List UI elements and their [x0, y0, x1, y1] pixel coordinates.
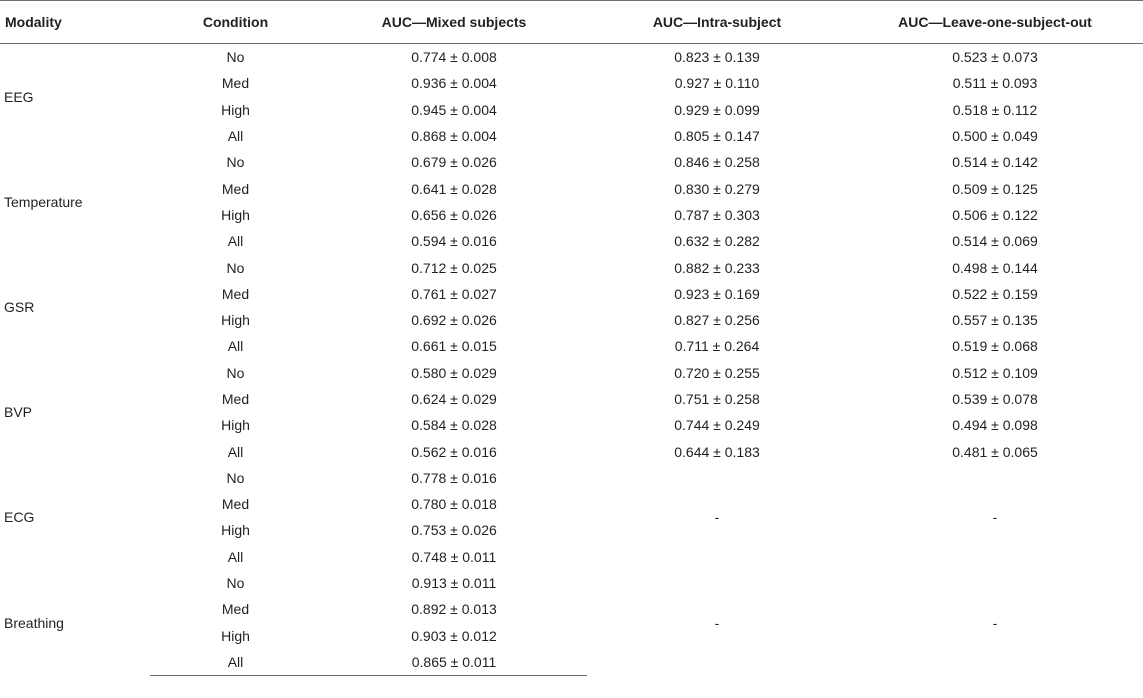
condition-cell: No	[226, 575, 245, 592]
modality-cell: EEG	[4, 88, 34, 105]
auc-intra-cell: 0.827 ± 0.256	[674, 312, 760, 329]
condition-cell: All	[227, 443, 244, 460]
auc-mixed-cell: 0.903 ± 0.012	[411, 627, 497, 644]
condition-cell: Med	[221, 496, 250, 513]
condition-cell: No	[226, 49, 245, 66]
header-auc-intra: AUC—Intra-subject	[587, 1, 847, 44]
auc-mixed-cell: 0.641 ± 0.028	[411, 180, 497, 197]
auc-loso-cell: 0.511 ± 0.093	[952, 75, 1038, 92]
auc-intra-cell: 0.823 ± 0.139	[674, 49, 760, 66]
auc-loso-cell: 0.509 ± 0.125	[952, 180, 1038, 197]
condition-cell: All	[227, 233, 244, 250]
auc-mixed-cell: 0.692 ± 0.026	[411, 312, 497, 329]
table-header	[0, 1, 1143, 44]
auc-mixed-cell: 0.936 ± 0.004	[411, 75, 497, 92]
auc-intra-cell: 0.846 ± 0.258	[674, 154, 760, 171]
auc-mixed-cell: 0.712 ± 0.025	[411, 259, 497, 276]
table-row	[0, 438, 1143, 464]
table-row	[0, 149, 1143, 175]
condition-cell: Med	[221, 601, 250, 618]
table-row	[0, 175, 1143, 201]
auc-loso-cell: 0.498 ± 0.144	[952, 259, 1038, 276]
condition-cell: No	[226, 469, 245, 486]
auc-mixed-cell: 0.656 ± 0.026	[411, 206, 497, 223]
auc-mixed-cell: 0.679 ± 0.026	[411, 154, 497, 171]
auc-mixed-cell: 0.624 ± 0.029	[411, 391, 497, 407]
condition-cell: No	[226, 259, 245, 276]
table-row	[0, 412, 1143, 438]
condition-cell: High	[221, 312, 250, 329]
table-row	[0, 465, 1143, 491]
auc-intra-cell: 0.882 ± 0.233	[674, 259, 760, 276]
table-row	[0, 202, 1143, 228]
table-row	[0, 333, 1143, 359]
header-auc-loso: AUC—Leave-one-subject-out	[847, 1, 1143, 44]
auc-loso-cell: 0.522 ± 0.159	[952, 285, 1038, 302]
table-row	[0, 123, 1143, 149]
table-row	[0, 70, 1143, 96]
table-row	[0, 386, 1143, 412]
auc-intra-cell: 0.711 ± 0.264	[674, 338, 760, 355]
condition-cell: High	[221, 101, 250, 118]
auc-loso-cell: 0.523 ± 0.073	[952, 49, 1038, 66]
auc-intra-cell: 0.744 ± 0.249	[674, 417, 760, 434]
auc-intra-cell: 0.720 ± 0.255	[674, 364, 760, 381]
auc-intra-cell: 0.805 ± 0.147	[674, 128, 760, 145]
auc-mixed-cell: 0.774 ± 0.008	[411, 49, 497, 66]
auc-mixed-cell: 0.748 ± 0.011	[411, 548, 497, 565]
condition-cell: All	[150, 649, 321, 676]
auc-intra-cell: 0.644 ± 0.183	[674, 443, 760, 460]
auc-mixed-cell: 0.778 ± 0.016	[411, 469, 497, 486]
table-body	[0, 44, 1143, 676]
auc-intra-cell: -	[714, 614, 720, 631]
auc-intra-cell: 0.929 ± 0.099	[674, 101, 760, 118]
table-row	[0, 97, 1143, 123]
auc-loso-cell: 0.494 ± 0.098	[952, 417, 1038, 434]
auc-loso-cell: 0.481 ± 0.065	[952, 443, 1038, 460]
auc-loso-cell: 0.539 ± 0.078	[952, 391, 1038, 407]
condition-cell: No	[226, 364, 245, 381]
table-row	[0, 228, 1143, 254]
header-row	[0, 1, 1143, 44]
condition-cell: Med	[221, 75, 250, 92]
auc-loso-cell: 0.514 ± 0.142	[952, 154, 1038, 171]
auc-mixed-cell: 0.562 ± 0.016	[411, 443, 497, 460]
condition-cell: High	[221, 206, 250, 223]
table-row	[0, 307, 1143, 333]
modality-cell: Temperature	[4, 193, 83, 210]
condition-cell: Med	[221, 391, 250, 407]
condition-cell: No	[226, 154, 245, 171]
auc-mixed-cell: 0.780 ± 0.018	[411, 496, 497, 513]
auc-intra-cell: 0.632 ± 0.282	[674, 233, 760, 250]
auc-intra-cell: 0.751 ± 0.258	[674, 391, 760, 407]
condition-cell: High	[221, 522, 250, 539]
auc-intra-cell: 0.830 ± 0.279	[674, 180, 760, 197]
condition-cell: High	[221, 417, 250, 434]
auc-loso-cell: -	[992, 614, 998, 631]
modality-cell: BVP	[4, 404, 33, 421]
auc-intra-cell: -	[714, 509, 720, 526]
auc-mixed-cell: 0.945 ± 0.004	[411, 101, 497, 118]
table-row	[0, 254, 1143, 280]
table-row	[0, 281, 1143, 307]
condition-cell: All	[227, 338, 244, 355]
header-condition: Condition	[150, 1, 321, 44]
auc-loso-cell: 0.518 ± 0.112	[952, 101, 1038, 118]
auc-loso-cell: 0.506 ± 0.122	[952, 206, 1038, 223]
modality-cell: GSR	[4, 298, 35, 315]
auc-mixed-cell: 0.661 ± 0.015	[411, 338, 497, 355]
auc-intra-cell: 0.787 ± 0.303	[674, 206, 760, 223]
table-row	[0, 570, 1143, 596]
condition-cell: High	[221, 627, 250, 644]
table-row	[0, 360, 1143, 386]
auc-loso-cell: -	[992, 509, 998, 526]
auc-mixed-cell: 0.868 ± 0.004	[411, 128, 497, 145]
auc-intra-cell: 0.927 ± 0.110	[674, 75, 760, 92]
auc-mixed-cell: 0.761 ± 0.027	[411, 285, 497, 302]
auc-mixed-cell: 0.753 ± 0.026	[411, 522, 497, 539]
auc-mixed-cell: 0.892 ± 0.013	[411, 601, 497, 618]
condition-cell: Med	[221, 180, 250, 197]
auc-mixed-cell: 0.580 ± 0.029	[411, 364, 497, 381]
auc-mixed-cell: 0.584 ± 0.028	[411, 417, 497, 434]
modality-cell: ECG	[4, 509, 35, 526]
header-auc-mixed: AUC—Mixed subjects	[321, 1, 587, 44]
auc-mixed-cell: 0.865 ± 0.011	[321, 649, 587, 676]
auc-loso-cell: 0.514 ± 0.069	[952, 233, 1038, 250]
condition-cell: All	[227, 128, 244, 145]
auc-intra-cell: 0.923 ± 0.169	[674, 285, 760, 302]
header-modality: Modality	[0, 1, 150, 44]
condition-cell: Med	[221, 285, 250, 302]
auc-loso-cell: 0.519 ± 0.068	[952, 338, 1038, 355]
auc-loso-cell: 0.512 ± 0.109	[952, 364, 1038, 381]
auc-mixed-cell: 0.594 ± 0.016	[411, 233, 497, 250]
auc-loso-cell: 0.500 ± 0.049	[952, 128, 1038, 145]
table-row	[0, 44, 1143, 71]
modality-cell: Breathing	[4, 614, 64, 631]
auc-mixed-cell: 0.913 ± 0.011	[411, 575, 497, 592]
auc-loso-cell: 0.557 ± 0.135	[952, 312, 1038, 329]
condition-cell: All	[227, 548, 244, 565]
